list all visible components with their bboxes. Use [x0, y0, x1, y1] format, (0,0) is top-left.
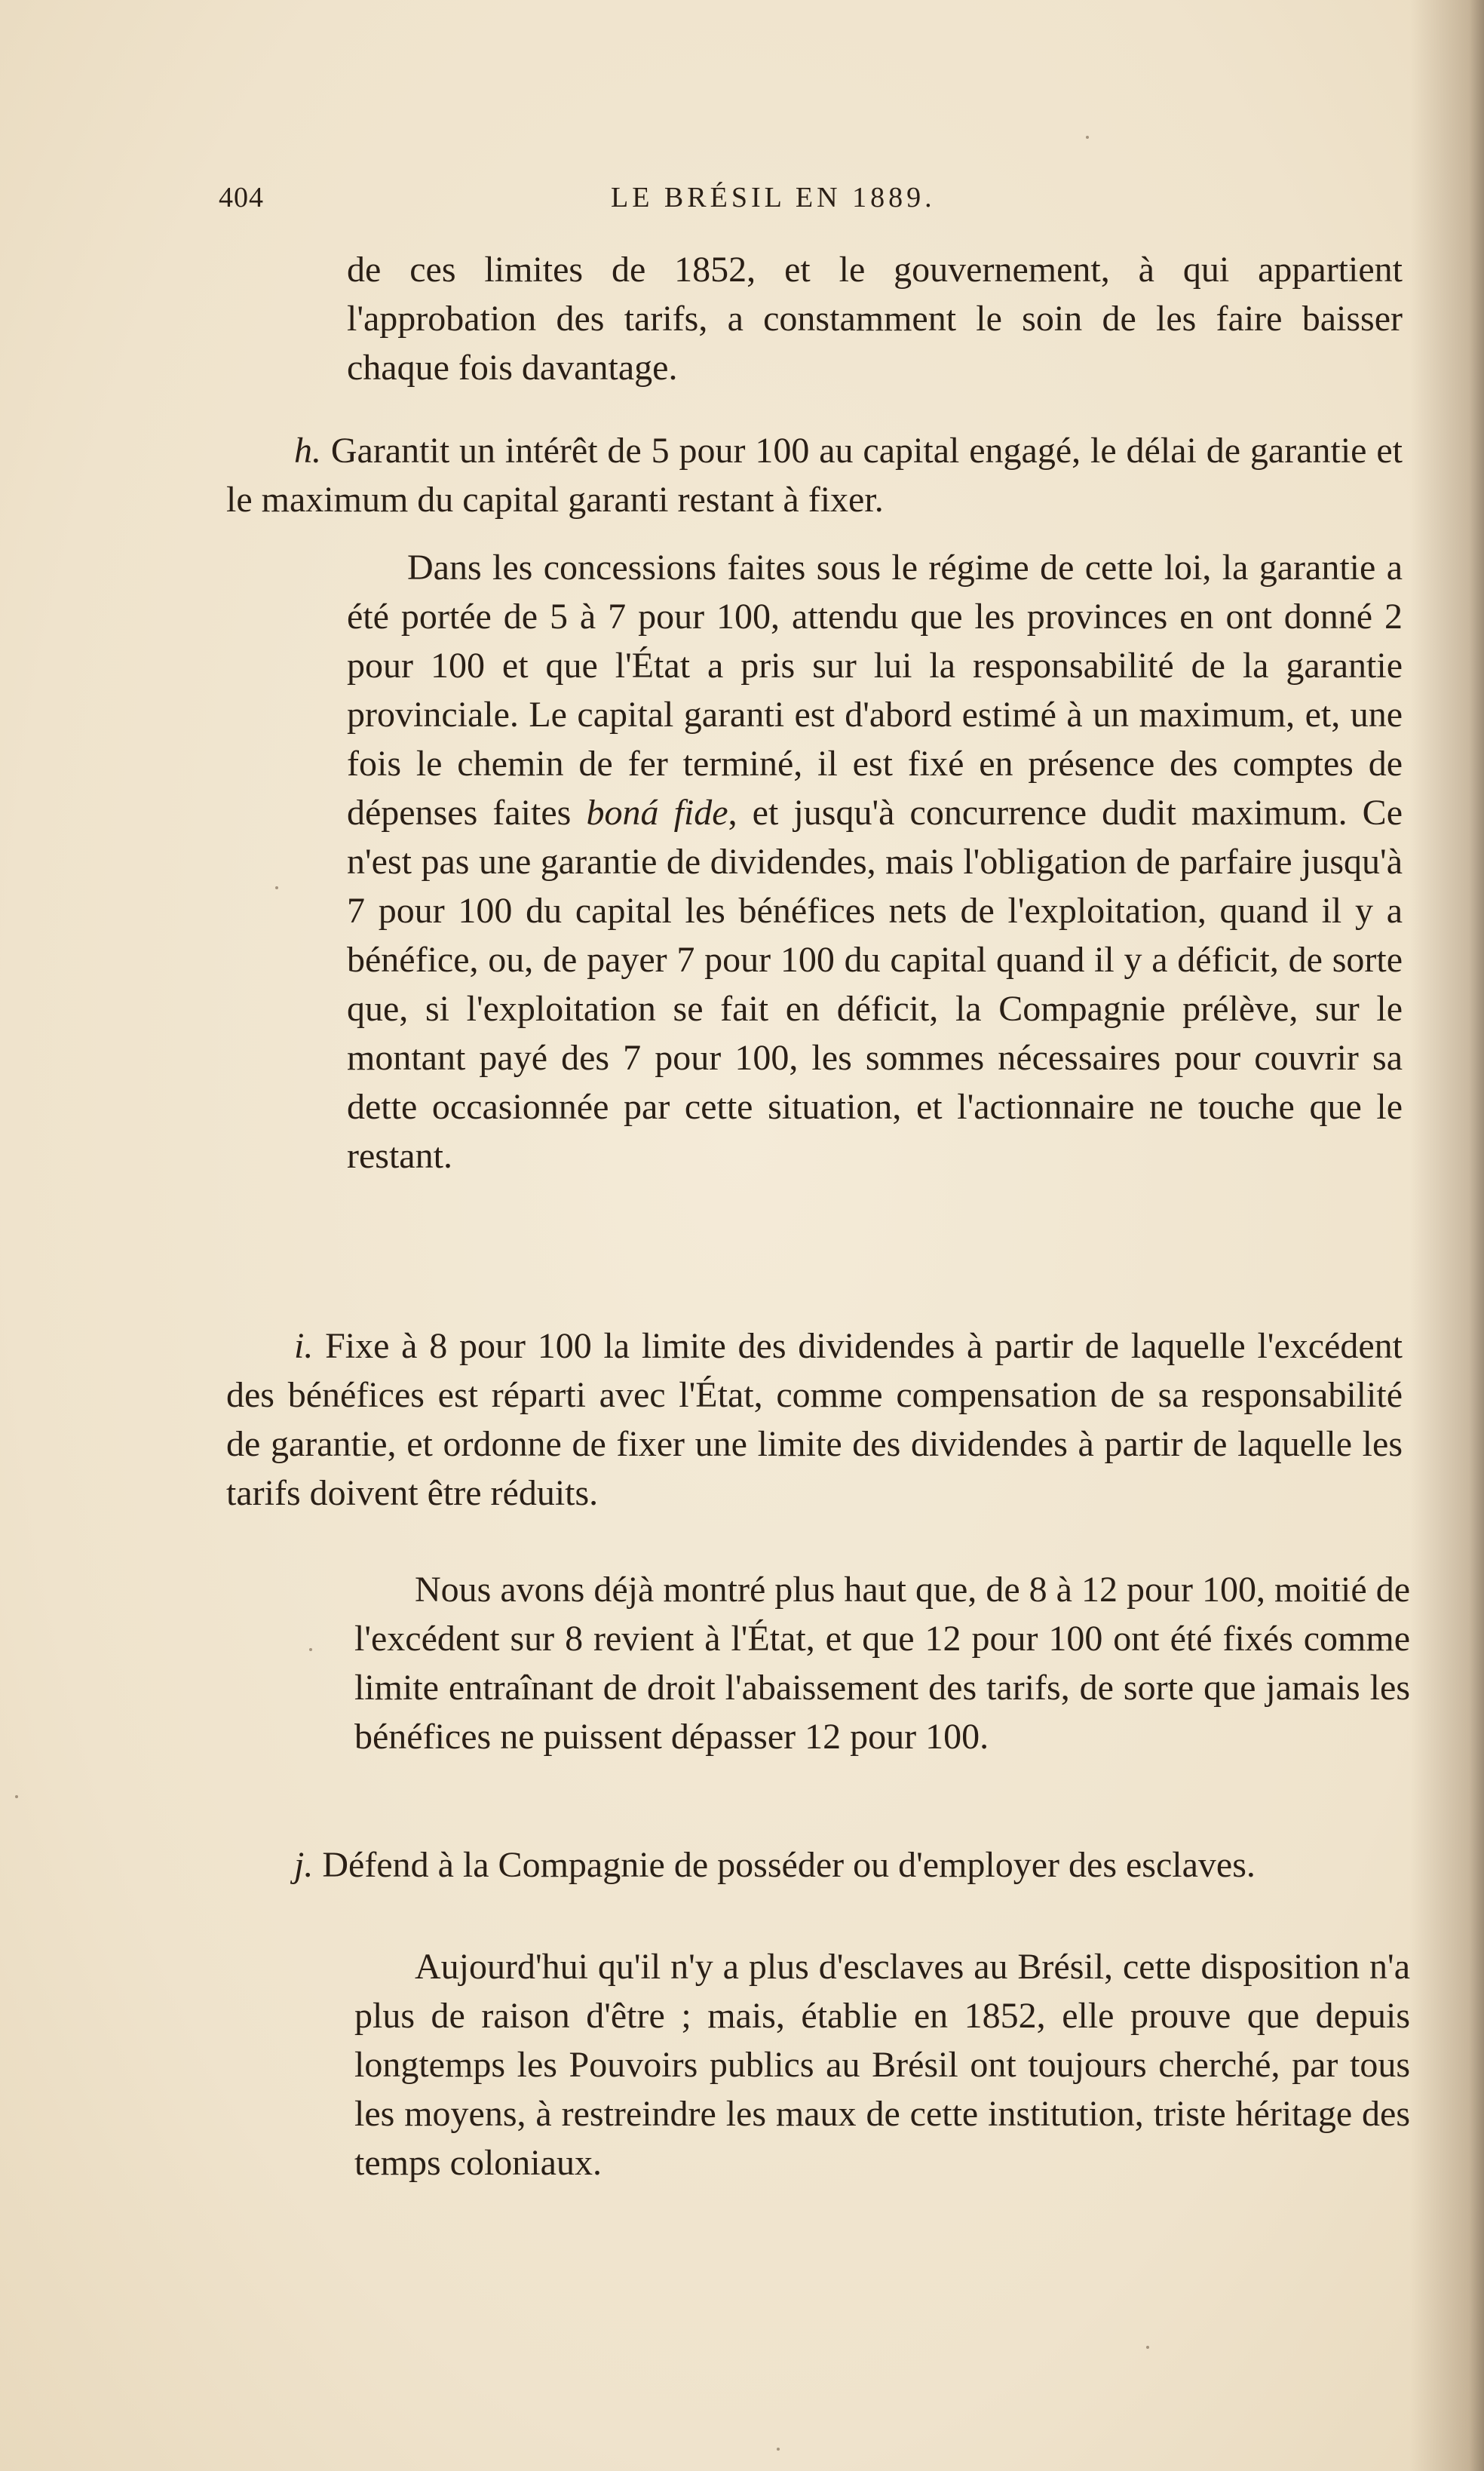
- article-label: j.: [294, 1845, 314, 1885]
- article-item-i: [226, 1321, 1403, 1518]
- paper-speck: [1086, 136, 1089, 139]
- commentary-text: Nous avons déjà montré plus haut que, de 8 à 12 pour 100, moitié de l'excédent sur 8 revient à l'État, et que 12 pour 100 ont été fixés comme limite entraînant de droit l'abaissement des tarifs, de sorte que jamais les bénéfices ne puissent dépasser 12 pour 100.: [354, 1570, 1410, 1757]
- commentary-text: Aujourd'hui qu'il n'y a plus d'esclaves au Brésil, cette disposition n'a plus de raison d'être ; mais, établie en 1852, elle prouve que depuis longtemps les Pouvoirs publics au Brésil ont toujours cherché, par tous les moyens, à restreindre les maux de cette institution, triste héritage des temps coloniaux.: [354, 1947, 1410, 2183]
- running-head: [219, 181, 1274, 219]
- paragraph-text: de ces limites de 1852, et le gouvernement, à qui appartient l'approbation des tarifs, a constamment le soin de les faire baisser chaque fois davantage.: [347, 250, 1403, 388]
- article-text: [226, 1840, 1403, 1889]
- paper-speck: [309, 1648, 312, 1651]
- article-body: Défend à la Compagnie de posséder ou d'employer des esclaves.: [322, 1845, 1256, 1885]
- paragraph-continuation: [347, 245, 1403, 392]
- paper-speck: [777, 2448, 780, 2451]
- article-body: Fixe à 8 pour 100 la limite des dividendes à partir de laquelle l'excédent des bénéfices est réparti avec l'État, comme compensation de sa responsabilité de garantie, et ordonne de fixer une limite des dividendes à partir de laquelle les tarifs doivent être réduits.: [226, 1326, 1403, 1513]
- article-text: [226, 1321, 1403, 1518]
- paper-speck: [275, 886, 278, 889]
- article-label: h.: [294, 431, 321, 471]
- article-text: [226, 426, 1403, 524]
- article-body: Garantit un intérêt de 5 pour 100 au capital engagé, le délai de garantie et le maximum du capital garanti restant à fixer.: [226, 431, 1403, 520]
- latin-phrase: boná fide: [586, 793, 728, 833]
- paper-speck: [1146, 2346, 1149, 2349]
- article-item-h: [226, 426, 1403, 524]
- commentary-i: [354, 1565, 1410, 1761]
- commentary-before: Dans les concessions faites sous le régime de cette loi, la garantie a été portée de 5 à 7 pour 100, attendu que les provinces en ont donné 2 pour 100 et que l'État a pris sur lui la responsabilité de la garantie provinciale. Le capital garanti est d'abord estimé à un maximum, et, une fois le chemin de fer terminé, il est fixé en présence des comptes de dépenses faites: [347, 548, 1403, 833]
- commentary-text: [347, 543, 1403, 1180]
- commentary-after: , et jusqu'à concurrence dudit maximum. Ce n'est pas une garantie de dividendes, mais l'obligation de parfaire jusqu'à 7 pour 100 du capital les bénéfices nets de l'exploitation, quand il y a bénéfice, ou, de payer 7 pour 100 du capital quand il y a déficit, de sorte que, si l'exploitation se fait en déficit, la Compagnie prélève, sur le montant payé des 7 pour 100, les sommes nécessaires pour couvrir sa dette occasionnée par cette situation, et l'actionnaire ne touche que le restant.: [347, 793, 1403, 1176]
- commentary-j: [354, 1942, 1410, 2187]
- paper-speck: [15, 1795, 18, 1798]
- commentary-h: [347, 543, 1403, 1180]
- page-number: 404: [219, 182, 264, 213]
- article-label: i.: [294, 1326, 314, 1366]
- running-title: LE BRÉSIL EN 1889.: [611, 182, 936, 213]
- article-item-j: [226, 1840, 1403, 1889]
